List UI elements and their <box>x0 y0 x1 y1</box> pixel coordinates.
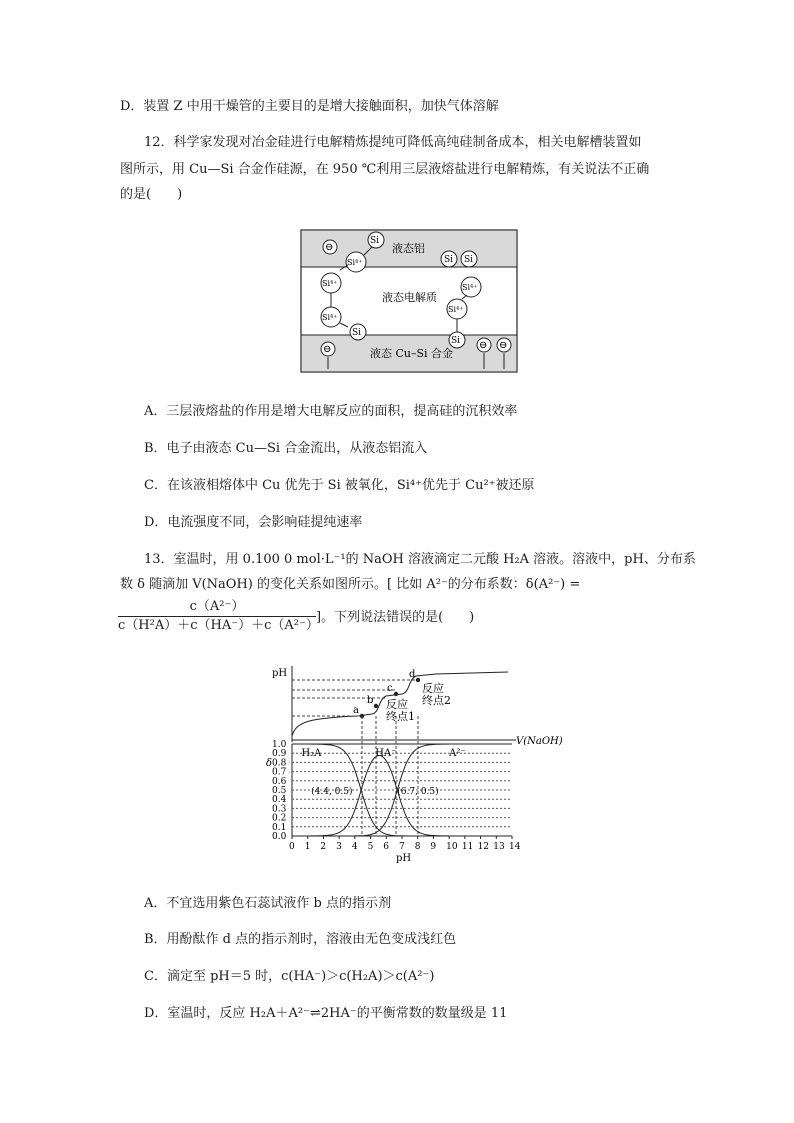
fraction-denominator: c（H²A）＋c（HA⁻）＋c（A²⁻） <box>118 618 319 633</box>
y-tick-label: 1.0 <box>272 740 287 750</box>
point-label-a: a <box>353 705 359 716</box>
crossing-label: (4.4, 0.5) <box>311 787 353 797</box>
point-d <box>416 678 420 682</box>
x-tick-label: 6 <box>383 842 390 852</box>
upper-xlabel: V(NaOH) <box>516 736 563 747</box>
x-tick-label: 14 <box>509 842 521 852</box>
q13-stem-line3: ]。下列说法错误的是( ) <box>316 610 475 625</box>
species-label: HA⁻ <box>375 748 397 759</box>
x-tick-label: 11 <box>461 842 474 852</box>
q12-stem-line2: 图所示，用 Cu—Si 合金作硅源，在 950 ℃利用三层液熔盐进行电解精炼，有关说法不正确 <box>120 162 650 177</box>
upper-ylabel: pH <box>272 668 288 679</box>
point-label-d: d <box>409 669 416 680</box>
annotation-end2-line2: 终点2 <box>422 694 451 707</box>
q12-stem-line3: 的是( ) <box>120 187 183 202</box>
q12-stem-line1: 12．科学家发现对冶金硅进行电解精炼提纯可降低高纯硅制备成本，相关电解槽装置如 <box>144 135 642 150</box>
x-tick-label: 5 <box>367 842 374 852</box>
x-tick-label: 9 <box>430 842 437 852</box>
x-tick-label: 2 <box>320 842 327 852</box>
si-atom: Si <box>370 236 380 246</box>
si-atom: Si <box>444 255 454 265</box>
x-tick-label: 13 <box>493 842 505 852</box>
x-tick-label: 3 <box>336 842 342 852</box>
point-label-c: c <box>387 683 393 694</box>
q13-stem-line2: 数 δ 随滴加 V(NaOH) 的变化关系如图所示。[ 比如 A²⁻的分布系数：δ(A²⁻) = <box>120 577 581 592</box>
point-label-b: b <box>367 695 374 706</box>
q12-option-c: C．在该液相熔体中 Cu 优先于 Si 被氧化，Si⁴⁺优先于 Cu²⁺被还原 <box>144 478 535 493</box>
point-c <box>394 692 398 696</box>
si-atom: Si <box>352 328 362 338</box>
q12-option-b: B．电子由液态 Cu—Si 合金流出，从液态铝流入 <box>144 441 428 456</box>
si4-ion: Si⁴⁺ <box>462 283 478 292</box>
electron-icon: ⊖ <box>479 340 488 351</box>
annotation-end1-line1: 反应 <box>386 698 408 711</box>
electron-icon: ⊖ <box>325 242 334 253</box>
q13-option-c: C．滴定至 pH＝5 时，c(HA⁻)＞c(H₂A)＞c(A²⁻) <box>144 969 435 984</box>
x-tick-label: 8 <box>414 842 421 852</box>
si4-ion: Si⁴⁺ <box>322 279 338 288</box>
crossing-label: (6.7, 0.5) <box>397 787 439 797</box>
liquid-aluminum-label: 液态铝 <box>392 242 425 255</box>
x-tick-label: 4 <box>351 842 358 852</box>
lower-xlabel: pH <box>396 853 412 864</box>
distribution-coefficient-fraction <box>118 598 319 635</box>
annotation-end1-line2: 终点1 <box>386 710 415 723</box>
fraction-numerator: c（A²⁻） <box>189 599 245 614</box>
electron-icon: ⊖ <box>499 340 508 351</box>
q13-option-b: B．用酚酞作 d 点的指示剂时，溶液由无色变成浅红色 <box>144 932 457 947</box>
y-tick-label: 0.5 <box>272 786 287 796</box>
point-b <box>374 704 378 708</box>
y-tick-label: 0.0 <box>272 832 287 842</box>
x-tick-label: 1 <box>304 842 311 852</box>
annotation-end2-line1: 反应 <box>422 682 444 695</box>
liquid-cusi-alloy-label: 液态 Cu–Si 合金 <box>370 347 454 360</box>
liquid-electrolyte-label: 液态电解质 <box>382 291 437 304</box>
y-tick-label: 0.3 <box>272 804 287 815</box>
y-tick-label: 0.8 <box>272 758 287 769</box>
si4-ion: Si⁴⁺ <box>448 305 464 314</box>
q13-option-a: A．不宜选用紫色石蕊试液作 b 点的指示剂 <box>144 896 391 911</box>
lower-ylabel: δ <box>266 758 273 769</box>
si4-ion: Si⁴⁺ <box>322 313 338 322</box>
y-tick-label: 0.2 <box>272 813 287 824</box>
si-atom: Si <box>451 336 461 346</box>
species-label: H₂A <box>301 748 322 759</box>
q13-stem-line1: 13．室温时，用 0.100 0 mol·L⁻¹的 NaOH 溶液滴定二元酸 H₂A 溶液。溶液中，pH、分布系 <box>144 552 696 567</box>
electron-icon: ⊖ <box>323 344 332 355</box>
species-label: A²⁻ <box>449 748 466 759</box>
x-tick-label: 10 <box>446 842 458 852</box>
q12-option-a: A．三层液熔盐的作用是增大电解反应的面积，提高硅的沉积效率 <box>144 404 518 419</box>
q12-option-d: D．电流强度不同，会影响硅提纯速率 <box>144 515 363 530</box>
titration-chart <box>268 656 568 871</box>
si-atom: Si <box>464 255 474 265</box>
y-tick-label: 0.1 <box>272 822 287 833</box>
y-tick-label: 0.4 <box>272 795 287 806</box>
x-tick-label: 7 <box>399 842 405 852</box>
q13-option-d: D．室温时，反应 H₂A＋A²⁻⇌2HA⁻的平衡常数的数量级是 11 <box>144 1006 508 1021</box>
q11-option-d: D．装置 Z 中用干燥管的主要目的是增大接触面积，加快气体溶解 <box>120 99 499 114</box>
x-tick-label: 12 <box>477 842 490 852</box>
electrolysis-cell-figure <box>300 229 522 379</box>
x-tick-label: 0 <box>289 842 295 852</box>
y-tick-label: 0.6 <box>272 776 287 787</box>
y-tick-label: 0.7 <box>272 767 287 778</box>
y-tick-label: 0.9 <box>272 749 287 760</box>
si4-ion: Si⁴⁺ <box>347 258 363 267</box>
